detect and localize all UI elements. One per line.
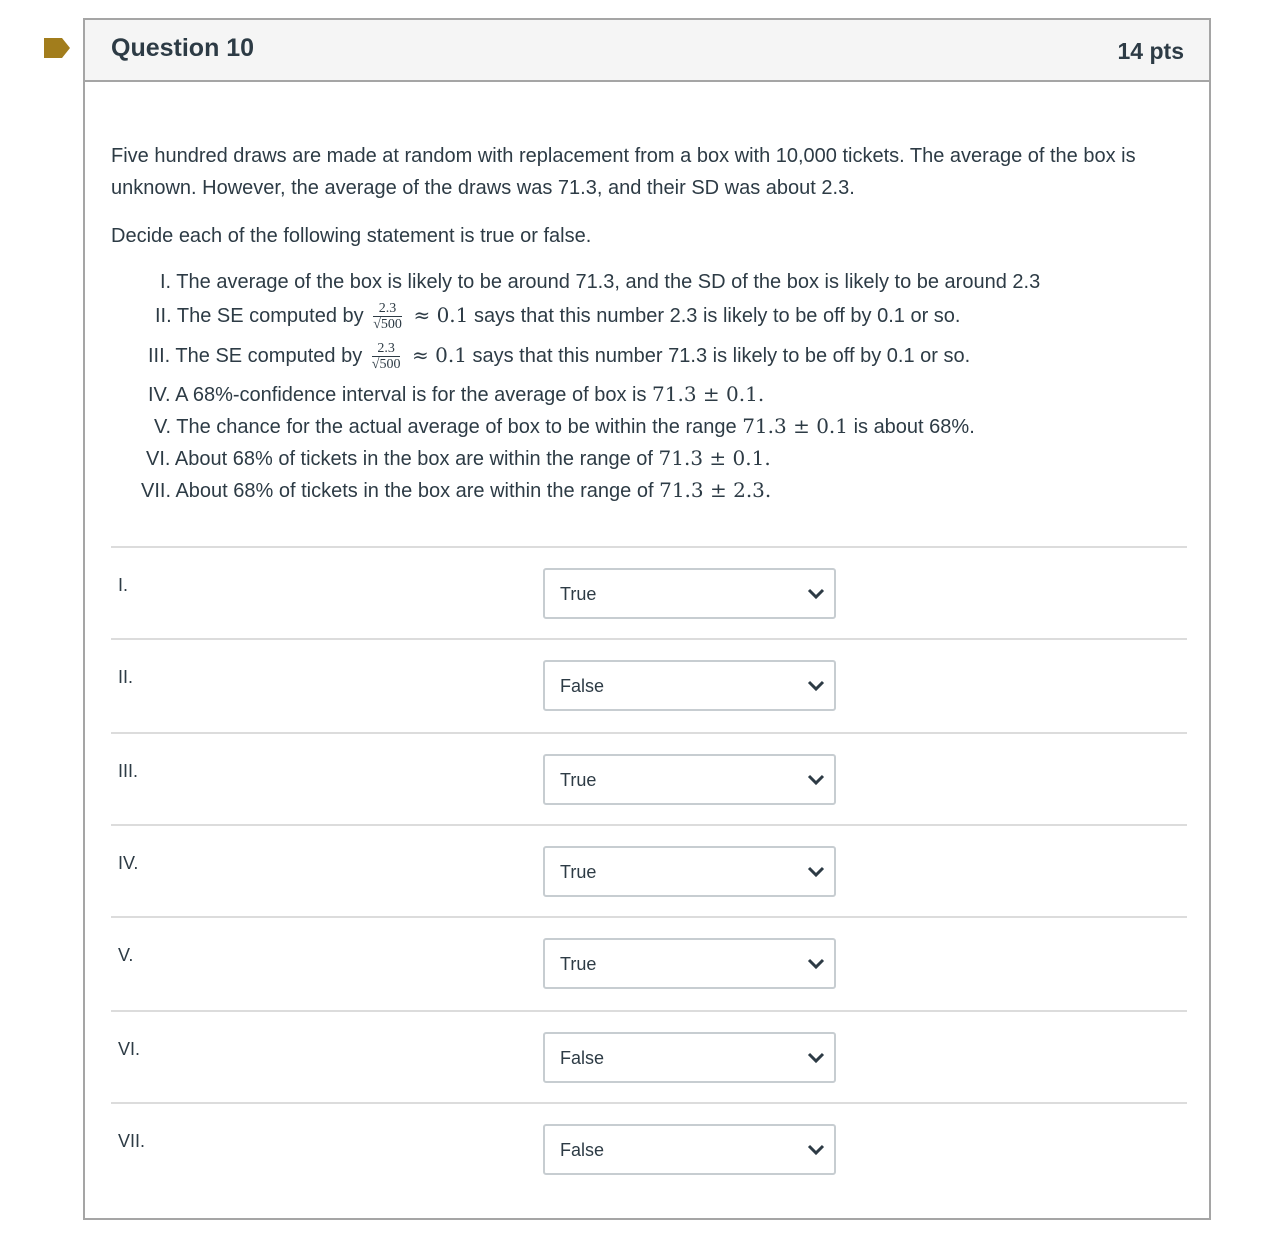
answer-row [111, 1102, 1187, 1194]
statement-6 [146, 445, 771, 472]
answer-select[interactable] [543, 938, 836, 989]
question-card [83, 18, 1211, 1220]
question-paragraph-2: Decide each of the following statement is true or false. [111, 225, 592, 247]
statement-5-text: V. The chance for the actual average of box to be within the range [154, 416, 737, 438]
flag-icon[interactable] [44, 38, 70, 58]
answer-select[interactable] [543, 846, 836, 897]
answer-row-label: III. [118, 761, 139, 781]
statement-5 [154, 413, 975, 440]
chevron-down-icon [806, 864, 826, 880]
statement-5-rest: is about 68%. [853, 416, 975, 438]
answer-select-value: False [560, 1140, 605, 1160]
fraction-numerator: 2.3 [372, 341, 401, 357]
answer-select-value: True [560, 954, 597, 974]
fraction [373, 301, 402, 332]
math-expression: 71.3 ± 2.3. [659, 478, 772, 502]
statement-7 [141, 477, 771, 504]
statement-2-rest: says that this number 2.3 is likely to be off by 0.1 or so. [473, 304, 961, 327]
statement-1: I. The average of the box is likely to be around 71.3, and the SD of the box is likely to be around 2.3 [160, 271, 1041, 293]
answer-select[interactable] [543, 660, 836, 711]
answer-row [111, 638, 1187, 730]
statement-2-text: II. The SE computed by [155, 304, 364, 327]
chevron-down-icon [806, 1050, 826, 1066]
answer-row-label: II. [118, 667, 134, 687]
answer-row-label: IV. [118, 853, 139, 873]
answer-row [111, 1010, 1187, 1102]
chevron-down-icon [806, 678, 826, 694]
math-expression: ≈ 0.1 [413, 302, 469, 327]
fraction-denominator: √500 [371, 357, 401, 372]
question-title: Question 10 [111, 34, 255, 62]
fraction [372, 341, 401, 372]
answer-row [111, 824, 1187, 916]
answer-row-label: VII. [118, 1131, 146, 1151]
statement-7-text: VII. About 68% of tickets in the box are within the range of [141, 480, 654, 502]
math-expression: 71.3 ± 0.1 [742, 414, 848, 438]
chevron-down-icon [806, 586, 826, 602]
chevron-down-icon [806, 772, 826, 788]
chevron-down-icon [806, 1142, 826, 1158]
statement-4 [148, 381, 764, 408]
statement-3-rest: says that this number 71.3 is likely to be off by 0.1 or so. [472, 344, 971, 367]
question-header [85, 20, 1209, 82]
answer-select[interactable] [543, 1124, 836, 1175]
answer-select-value: False [560, 1048, 605, 1068]
fraction-denominator: √500 [373, 317, 402, 332]
answer-row-label: V. [118, 945, 134, 965]
question-paragraph-1: Five hundred draws are made at random with replacement from a box with 10,000 tickets. The average of the box is unknown. However, the average of the draws was 71.3, and their SD was about 2.3. [111, 145, 1136, 199]
math-expression: 71.3 ± 0.1. [652, 382, 765, 406]
math-expression: ≈ 0.1 [412, 342, 467, 367]
statement-3-text: III. The SE computed by [148, 344, 363, 367]
answer-select-value: False [560, 676, 605, 696]
answer-select-value: True [560, 584, 597, 604]
question-points: 14 pts [1117, 38, 1184, 64]
chevron-down-icon [806, 956, 826, 972]
answer-row [111, 546, 1187, 638]
answer-select-value: True [560, 862, 597, 882]
answer-select[interactable] [543, 568, 836, 619]
answer-row-label: I. [118, 575, 129, 595]
math-expression: 71.3 ± 0.1. [658, 446, 771, 470]
answer-row [111, 732, 1187, 824]
answer-row-label: VI. [118, 1039, 141, 1059]
answer-row [111, 916, 1187, 1008]
statement-6-text: VI. About 68% of tickets in the box are within the range of [146, 448, 653, 470]
statement-3 [148, 341, 970, 372]
fraction-numerator: 2.3 [373, 301, 402, 317]
statement-2 [155, 301, 960, 332]
answer-select[interactable] [543, 754, 836, 805]
answer-select-value: True [560, 770, 597, 790]
answer-select[interactable] [543, 1032, 836, 1083]
statement-4-text: IV. A 68%-confidence interval is for the average of box is [148, 384, 647, 406]
